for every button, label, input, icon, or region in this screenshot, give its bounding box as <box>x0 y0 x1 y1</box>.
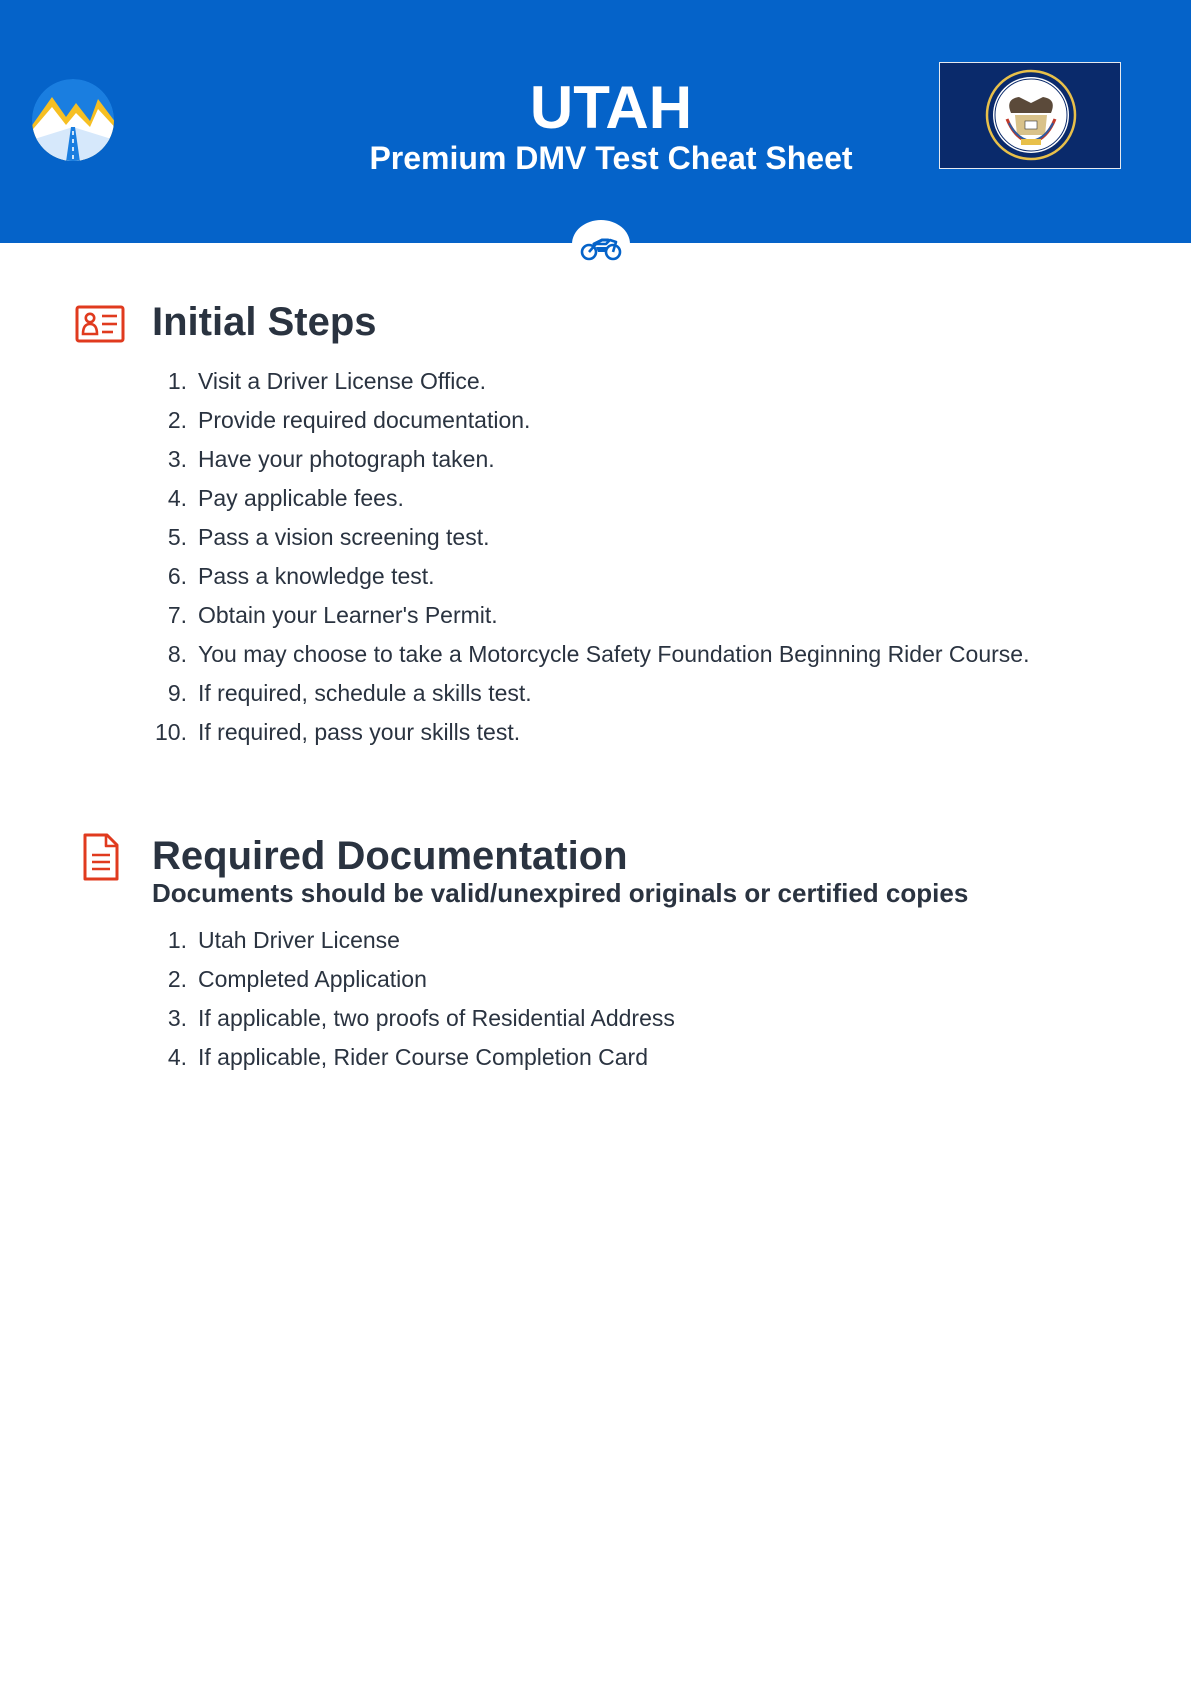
header-subtitle: Premium DMV Test Cheat Sheet <box>369 140 853 176</box>
list-item: 2. Completed Application <box>167 966 427 992</box>
initial-steps-list <box>153 362 1029 752</box>
list-item: 5. Pass a vision screening test. <box>167 524 490 550</box>
list-item: 2. Provide required documentation. <box>167 407 531 433</box>
section-title-required-documentation: Required Documentation <box>152 834 628 878</box>
list-item: 8. You may choose to take a Motorcycle Safety Foundation Beginning Rider Course. <box>167 641 1030 667</box>
list-item: 3. If applicable, two proofs of Residential Address <box>167 1005 675 1031</box>
list-item: 4. If applicable, Rider Course Completion Card <box>167 1044 648 1070</box>
list-item: 10. If required, pass your skills test. <box>155 719 521 745</box>
list-item: 9. If required, schedule a skills test. <box>167 680 532 706</box>
list-item: 1. Utah Driver License <box>167 927 400 953</box>
section-subtitle: Documents should be valid/unexpired originals or certified copies <box>152 878 969 908</box>
list-item: 6. Pass a knowledge test. <box>167 563 435 589</box>
list-item: 1. Visit a Driver License Office. <box>167 368 487 394</box>
motorcycle-icon <box>572 220 630 268</box>
state-title: UTAH <box>529 74 693 141</box>
list-item: 4. Pay applicable fees. <box>167 485 404 511</box>
required-documentation-list <box>153 921 675 1077</box>
list-item: 7. Obtain your Learner's Permit. <box>167 602 498 628</box>
section-title-initial-steps: Initial Steps <box>152 300 377 344</box>
list-item: 3. Have your photograph taken. <box>167 446 495 472</box>
document-icon <box>82 832 120 882</box>
header-banner <box>0 0 1191 243</box>
utah-flag-icon <box>939 62 1121 169</box>
id-card-list-icon <box>75 305 125 343</box>
